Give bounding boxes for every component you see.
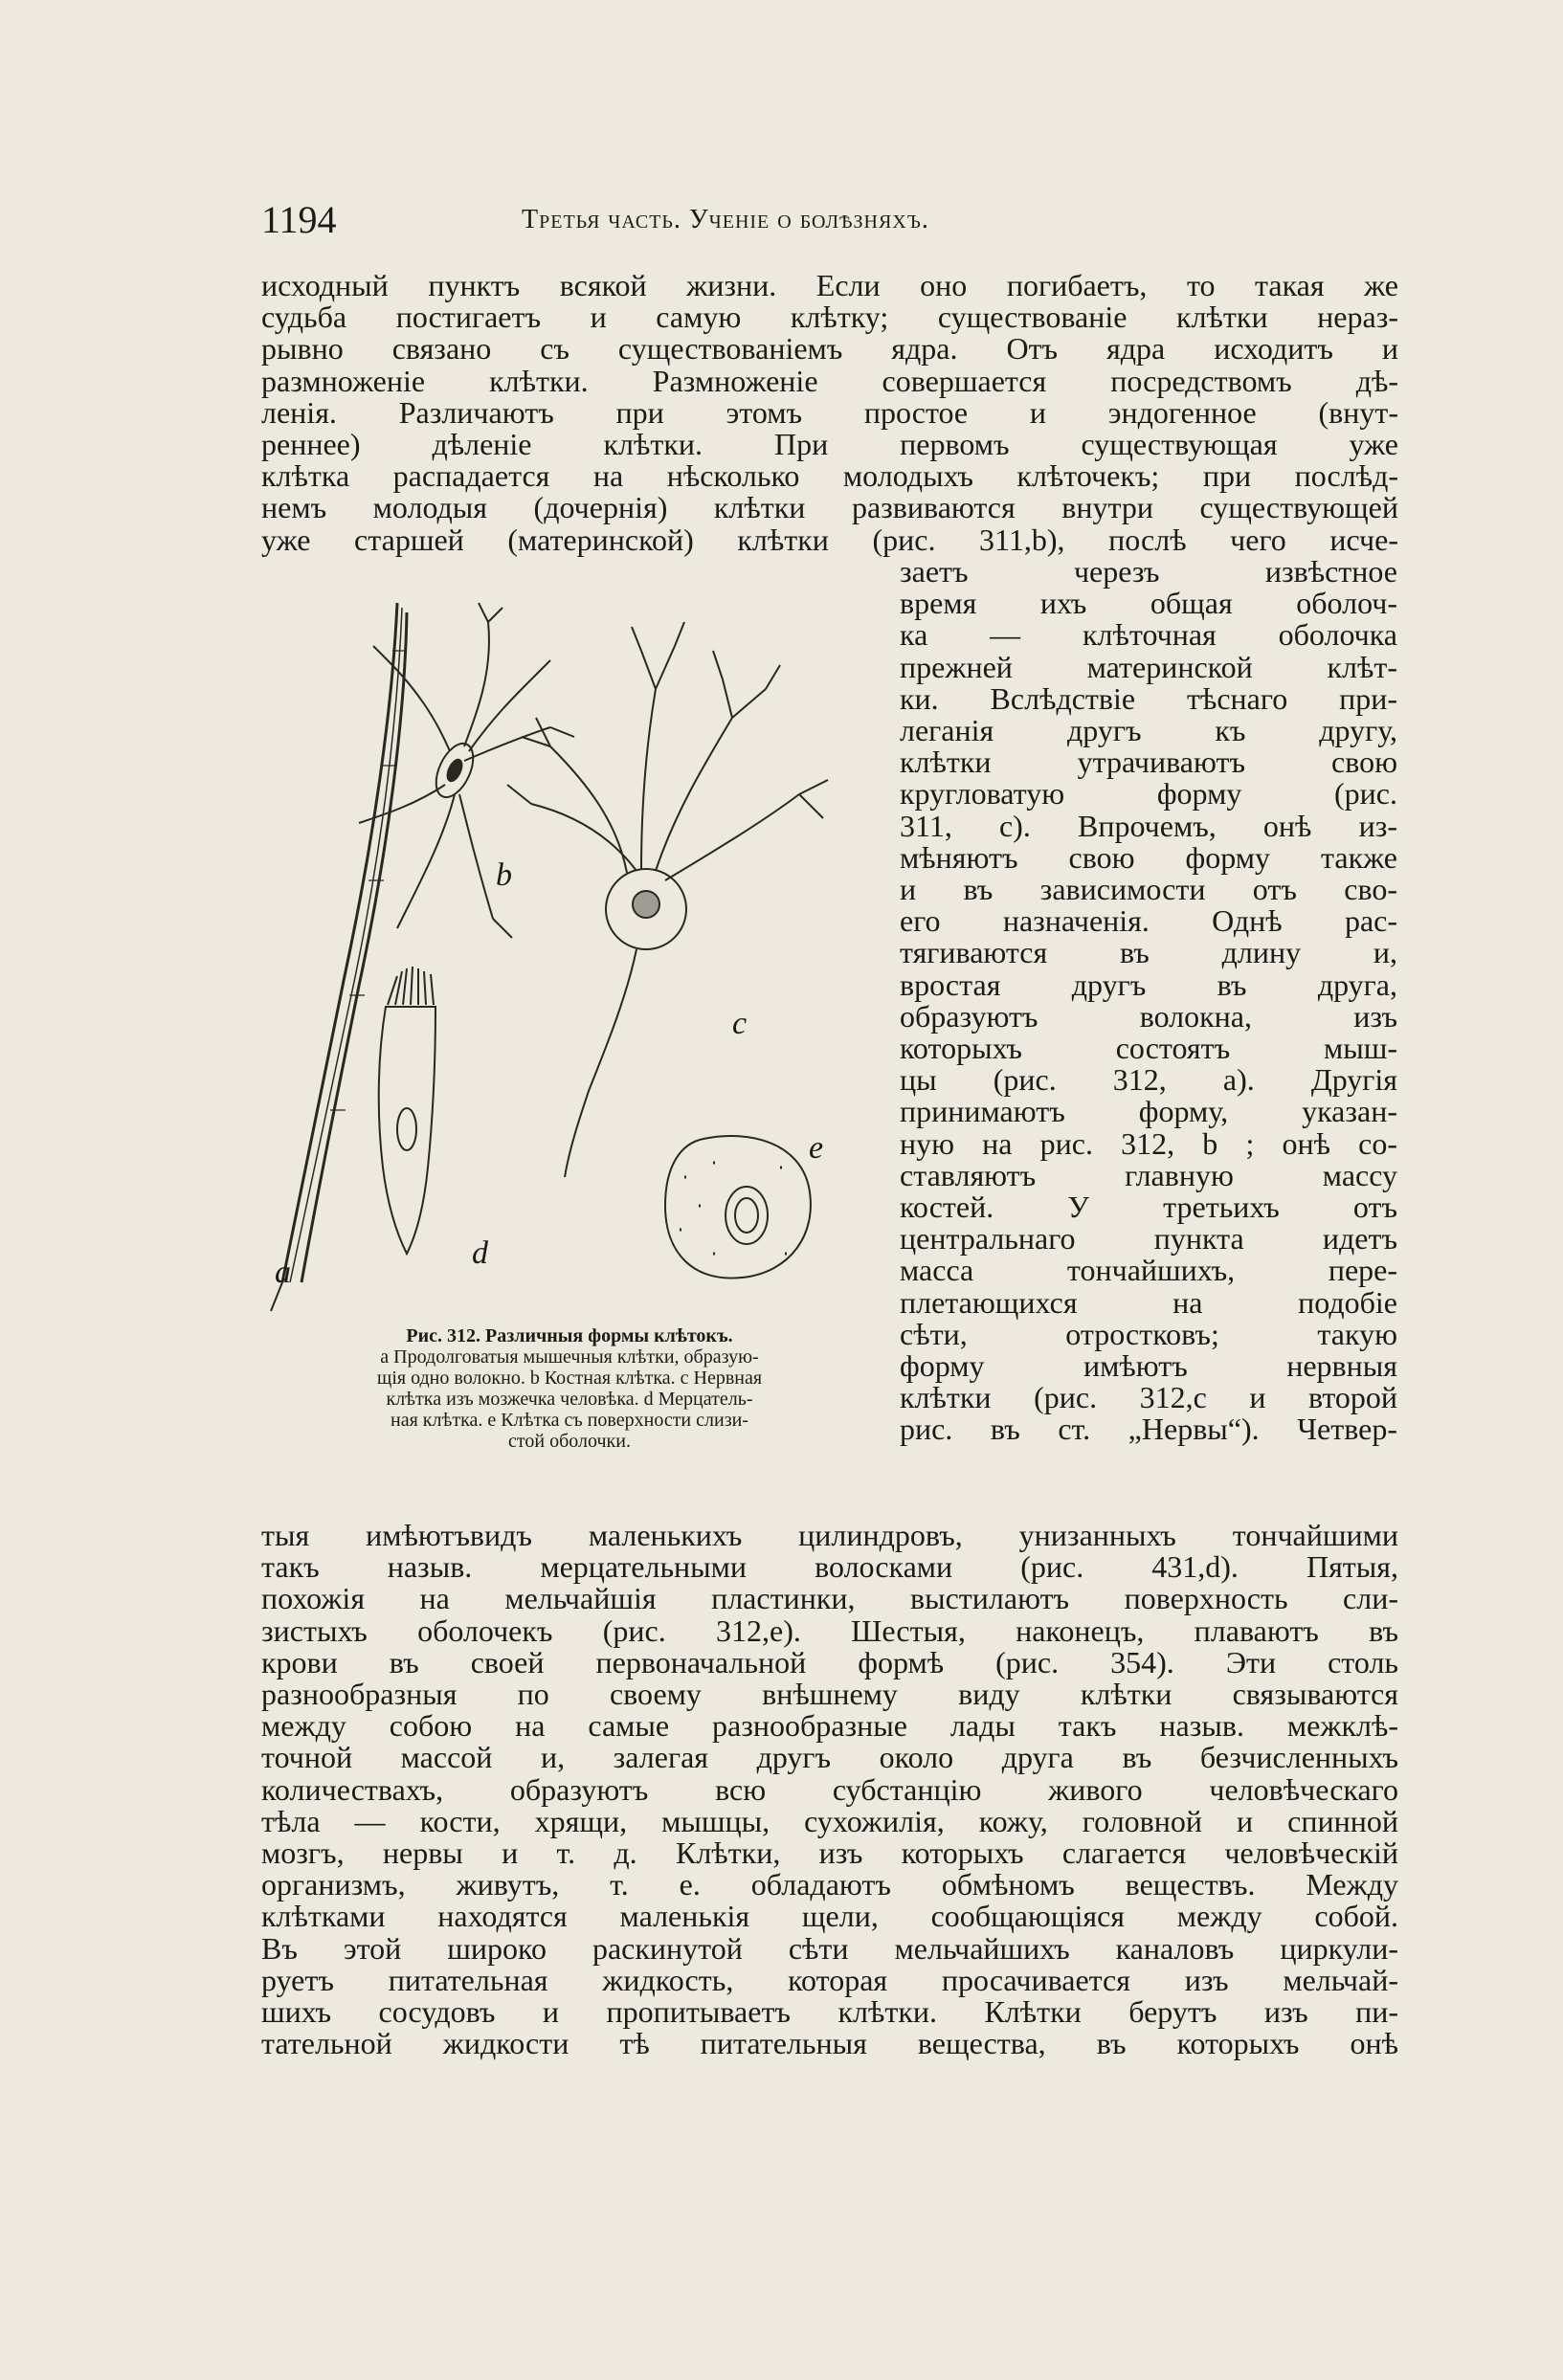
text-line: сѣти, отростковъ; такую — [900, 1316, 1397, 1351]
text-line: похожiя на мельчайшiя пластинки, выстилаютъ поверхность сли- — [261, 1581, 1398, 1616]
text-line: заетъ черезъ извѣстное — [900, 554, 1397, 589]
text-line: клѣтки (рис. 312,с и второй — [900, 1380, 1397, 1415]
figure-label-e: e — [809, 1130, 824, 1166]
text-line: тѣла — кости, хрящи, мышцы, сухожилiя, кожу, головной и спинной — [261, 1803, 1398, 1838]
text-line: центральнаго пункта идетъ — [900, 1221, 1397, 1257]
text-line: Въ этой широко раскинутой сѣти мельчайшихъ каналовъ циркули- — [261, 1930, 1398, 1966]
text-line: мозгъ, нервы и т. д. Клѣтки, изъ которыхъ слагается человѣческiй — [261, 1835, 1398, 1871]
text-line: реннее) дѣленiе клѣтки. При первомъ существующая уже — [261, 427, 1398, 462]
muscle-cell-drawing — [271, 603, 407, 1311]
body-text-side — [900, 556, 1397, 1446]
figure-caption — [263, 1325, 876, 1452]
text-line: образуютъ волокна, изъ — [900, 998, 1397, 1034]
text-line: и въ зависимости отъ сво- — [900, 872, 1397, 907]
figure-label-c: c — [732, 1006, 748, 1041]
text-line: тягиваются въ длину и, — [900, 935, 1397, 970]
body-text-bottom — [261, 1520, 1398, 2059]
text-line: 311, с). Впрочемъ, онѣ из- — [900, 808, 1397, 843]
text-line: форму имѣютъ нервныя — [900, 1348, 1397, 1384]
text-line: размноженiе клѣтки. Размноженiе совершается посредствомъ дѣ- — [261, 363, 1398, 398]
text-line: такъ назыв. мерцательными волосками (рис. 431,d). Пятыя, — [261, 1549, 1398, 1585]
page-number: 1194 — [261, 198, 337, 241]
text-line: его назначенiя. Однѣ рас- — [900, 903, 1397, 939]
text-line: уже старшей (материнской) клѣтки (рис. 311,b), послѣ чего исче- — [261, 522, 1398, 557]
text-line: время ихъ общая оболоч- — [900, 586, 1397, 621]
text-line: которыхъ состоятъ мыш- — [900, 1031, 1397, 1066]
text-line: крови въ своей первоначальной формѣ (рис. 354). Эти столь — [261, 1644, 1398, 1679]
figure-label-d: d — [472, 1235, 488, 1271]
text-line: ставляютъ главную массу — [900, 1157, 1397, 1192]
text-line: цы (рис. 312, а). Другiя — [900, 1062, 1397, 1098]
text-line: леганiя другъ къ другу, — [900, 713, 1397, 748]
text-line: ка — клѣточная оболочка — [900, 617, 1397, 653]
text-line: принимаютъ форму, указан- — [900, 1094, 1397, 1129]
caption-line: клѣтка изъ мозжечка человѣка. d Мерцатель- — [386, 1389, 753, 1410]
text-line: немъ молодыя (дочернiя) клѣтки развиваются внутри существующей — [261, 490, 1398, 525]
caption-title: Рис. 312. Различныя формы клѣтокъ. — [406, 1325, 733, 1346]
caption-line: щiя одно волокно. b Костная клѣтка. c Нервная — [376, 1368, 763, 1389]
text-line: клѣтки утрачиваютъ свою — [900, 745, 1397, 780]
text-line: прежней материнской клѣт- — [900, 649, 1397, 684]
text-line: ную на рис. 312, b ; онѣ со- — [900, 1125, 1397, 1161]
running-title: Третья часть. Ученiе о болѣзняхъ. — [522, 205, 929, 234]
cell-forms-figure — [263, 593, 885, 1321]
text-line: тательной жидкости тѣ питательныя вещества, въ которыхъ онѣ — [261, 2026, 1398, 2061]
text-line: судьба постигаетъ и самую клѣтку; существованiе клѣтки нераз- — [261, 300, 1398, 335]
figure-label-a: a — [275, 1255, 291, 1290]
text-line: рывно связано съ существованiемъ ядра. Отъ ядра исходитъ и — [261, 331, 1398, 367]
text-line: кругловатую форму (рис. — [900, 776, 1397, 812]
page-header — [261, 197, 1400, 247]
text-line: тыя имѣютъвидъ маленькихъ цилиндровъ, унизанныхъ тончайшими — [261, 1518, 1398, 1552]
caption-line: стой оболочки. — [508, 1431, 631, 1452]
text-line: масса тончайшихъ, пере- — [900, 1253, 1397, 1288]
text-line: ленiя. Различаютъ при этомъ простое и эндогенное (внут- — [261, 394, 1398, 430]
text-line: плетающихся на подобiе — [900, 1284, 1397, 1320]
text-line: разнообразныя по своему внѣшнему виду клѣтки связываются — [261, 1677, 1398, 1712]
text-line: количествахъ, образуютъ всю субстанцiю живого человѣческаго — [261, 1771, 1398, 1807]
text-line: рис. въ ст. „Нервы“). Четвер- — [900, 1412, 1397, 1447]
ciliated-cell-drawing — [379, 967, 435, 1254]
text-line: клѣтками находятся маленькiя щели, сообщающiяся между собой. — [261, 1899, 1398, 1934]
cell-illustration — [263, 593, 885, 1321]
nerve-cell-drawing — [507, 622, 828, 1177]
bone-cell-drawing — [359, 603, 574, 938]
text-line: точной массой и, залегая другъ около друга въ безчисленныхъ — [261, 1740, 1398, 1775]
text-line: вростая другъ въ друга, — [900, 967, 1397, 1002]
text-line: костей. У третьихъ отъ — [900, 1190, 1397, 1225]
caption-line: а Продолговатыя мышечныя клѣтки, образую- — [380, 1346, 759, 1368]
text-line: организмъ, живутъ, т. е. обладаютъ обмѣномъ веществъ. Между — [261, 1867, 1398, 1902]
body-text-top — [261, 270, 1398, 556]
text-line: исходный пунктъ всякой жизни. Если оно погибаетъ, то такая же — [261, 268, 1398, 302]
text-line: руетъ питательная жидкость, которая просачивается изъ мельчай- — [261, 1962, 1398, 1997]
text-line: ки. Вслѣдствiе тѣснаго при- — [900, 680, 1397, 716]
figure-label-b: b — [496, 857, 512, 893]
text-line: мѣняютъ свою форму также — [900, 839, 1397, 875]
mucous-cell-drawing — [665, 1136, 811, 1279]
caption-line: ная клѣтка. е Клѣтка съ поверхности слизи- — [391, 1410, 748, 1431]
text-line: шихъ сосудовъ и пропитываетъ клѣтки. Клѣтки берутъ изъ пи- — [261, 1994, 1398, 2030]
text-line: клѣтка распадается на нѣсколько молодыхъ клѣточекъ; при послѣд- — [261, 458, 1398, 494]
text-line: между собою на самые разнообразные лады такъ назыв. межклѣ- — [261, 1708, 1398, 1744]
text-line: зистыхъ оболочекъ (рис. 312,е). Шестыя, наконецъ, плаваютъ въ — [261, 1613, 1398, 1648]
